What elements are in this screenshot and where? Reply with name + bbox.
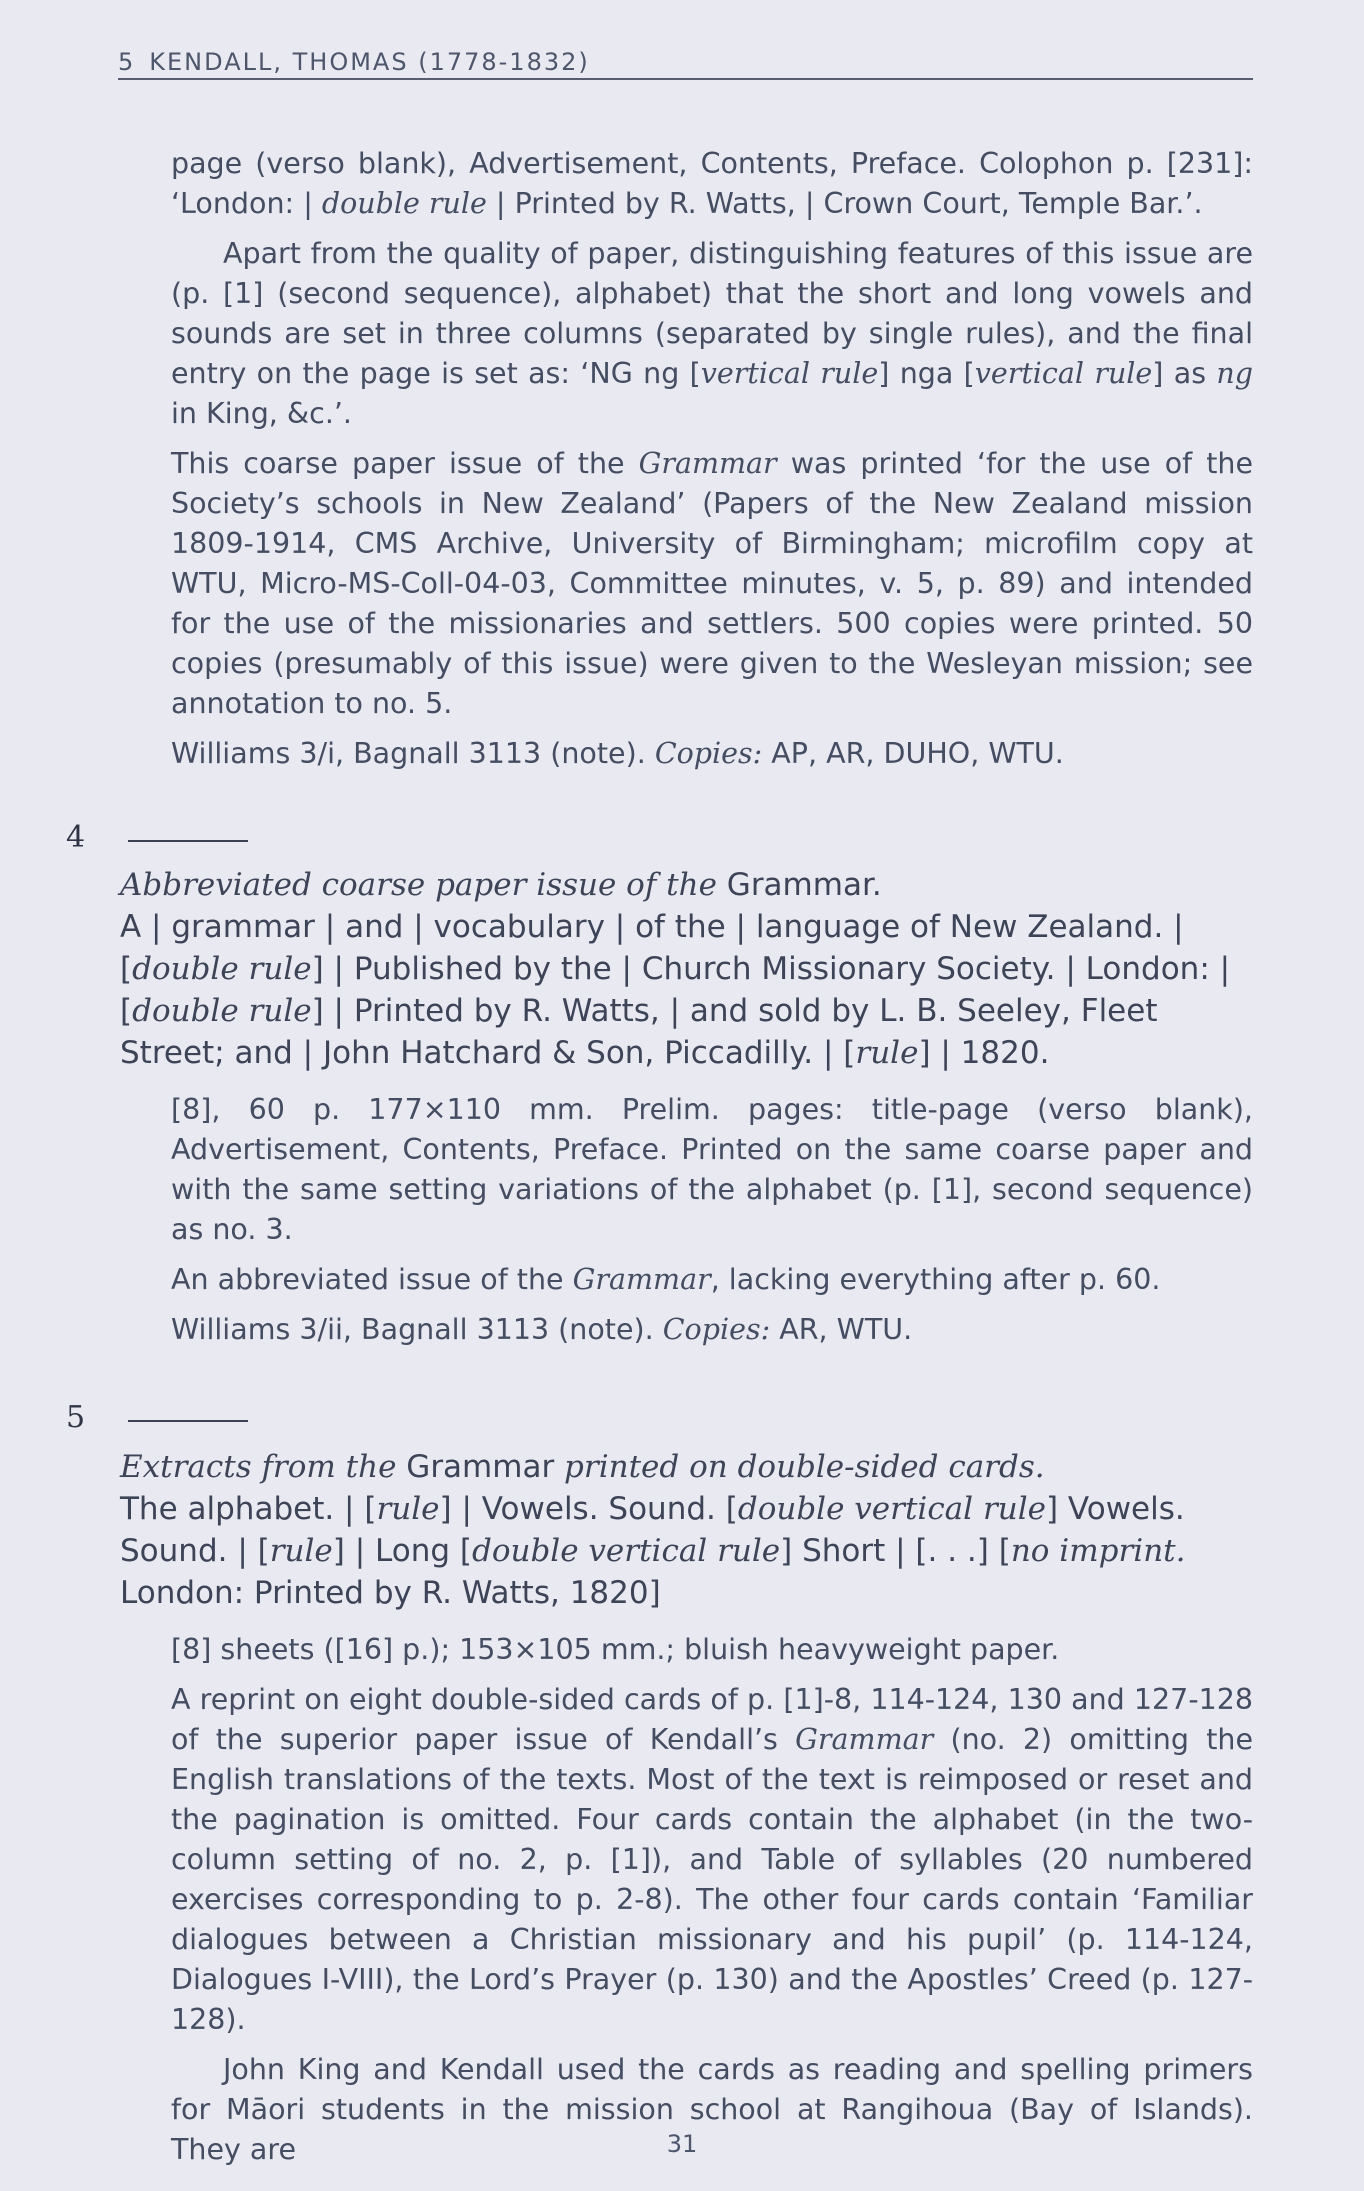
entry-4-number: 4 <box>66 820 86 855</box>
entry-4-body <box>171 1090 1253 1360</box>
entry-4-references: Williams 3/ii, Bagnall 3113 (note). Copies: AR, WTU. <box>171 1313 913 1346</box>
entry-5-body <box>171 1630 1253 2180</box>
entry-3-collation-end: page (verso blank), Advertisement, Contents, Preface. Colophon p. [231]: ‘London: | double rule | Printed by R. Watts, | Crown Court, Temple Bar.’. <box>171 147 1253 220</box>
entry-5-collation: [8] sheets ([16] p.); 153×105 mm.; bluish heavyweight paper. <box>171 1633 1060 1666</box>
entry-3-continued <box>171 144 1253 784</box>
running-head <box>118 48 1253 80</box>
entry-4-heading: Abbreviated coarse paper issue of the Grammar. <box>120 867 882 903</box>
entry-4-collation: [8], 60 p. 177×110 mm. Prelim. pages: title-page (verso blank), Advertisement, Contents, Preface. Printed on the same coarse paper and with the same setting variations of the alphabet (p. [1], second sequence) as no. 3. <box>171 1093 1253 1246</box>
entry-4-title <box>120 864 1255 1074</box>
entry-4-rule <box>128 840 248 842</box>
entry-5-heading: Extracts from the Grammar printed on double-sided cards. <box>120 1449 1045 1485</box>
running-head-number: 5 <box>118 48 136 76</box>
entry-5-transcription: The alphabet. | [rule] | Vowels. Sound. [double vertical rule] Vowels. Sound. | [rule] | Long [double vertical rule] Short | [. . .] [no imprint. London: Printed by R. Watts, 1820] <box>120 1491 1186 1611</box>
entry-3-features-paragraph: Apart from the quality of paper, distinguishing features of this issue are (p. [1] (second sequence), alphabet) that the short and long vowels and sounds are set in three columns (separated by single rules), and the final entry on the page is set as: ‘NG ng [vertical rule] nga [vertical rule] as ng in King, &c.’. <box>171 237 1253 430</box>
entry-3-annotation: This coarse paper issue of the Grammar was printed ‘for the use of the Society’s schools in New Zealand’ (Papers of the New Zealand mission 1809-1914, CMS Archive, University of Birmingham; microfilm copy at WTU, Micro-MS-Coll-04-03, Committee minutes, v. 5, p. 89) and intended for the use of the missionaries and settlers. 500 copies were printed. 50 copies (presumably of this issue) were given to the Wesleyan mission; see annotation to no. 5. <box>171 447 1253 720</box>
entry-5-usage-paragraph: John King and Kendall used the cards as reading and spelling primers for Māori students in the mission school at Rangihoua (Bay of Islands). They are <box>171 2053 1253 2166</box>
page-number: 31 <box>666 2130 698 2158</box>
entry-4-transcription: A | grammar | and | vocabulary | of the | language of New Zealand. | [double rule] | Published by the | Church Missionary Society. | London: | [double rule] | Printed by R. Watts, | and sold by L. B. Seeley, Fleet Street; and | John Hatchard & Son, Piccadilly. | [rule] | 1820. <box>120 909 1231 1071</box>
entry-5-annotation: A reprint on eight double-sided cards of p. [1]-8, 114-124, 130 and 127-128 of the superior paper issue of Kendall’s Grammar (no. 2) omitting the English translations of the texts. Most of the text is reimposed or reset and the pagination is omitted. Four cards contain the alphabet (in the two-column setting of no. 2, p. [1]), and Table of syllables (20 numbered exercises corresponding to p. 2-8). The other four cards contain ‘Familiar dialogues between a Christian missionary and his pupil’ (p. 114-124, Dialogues I-VIII), the Lord’s Prayer (p. 130) and the Apostles’ Creed (p. 127-128). <box>171 1683 1253 2036</box>
entry-5-title <box>120 1446 1255 1614</box>
entry-5-rule <box>128 1420 248 1422</box>
running-head-title: KENDALL, THOMAS (1778-1832) <box>149 48 590 76</box>
entry-4-annotation: An abbreviated issue of the Grammar, lacking everything after p. 60. <box>171 1263 1161 1296</box>
entry-3-references: Williams 3/i, Bagnall 3113 (note). Copies: AP, AR, DUHO, WTU. <box>171 737 1064 770</box>
entry-5-number: 5 <box>66 1400 86 1435</box>
